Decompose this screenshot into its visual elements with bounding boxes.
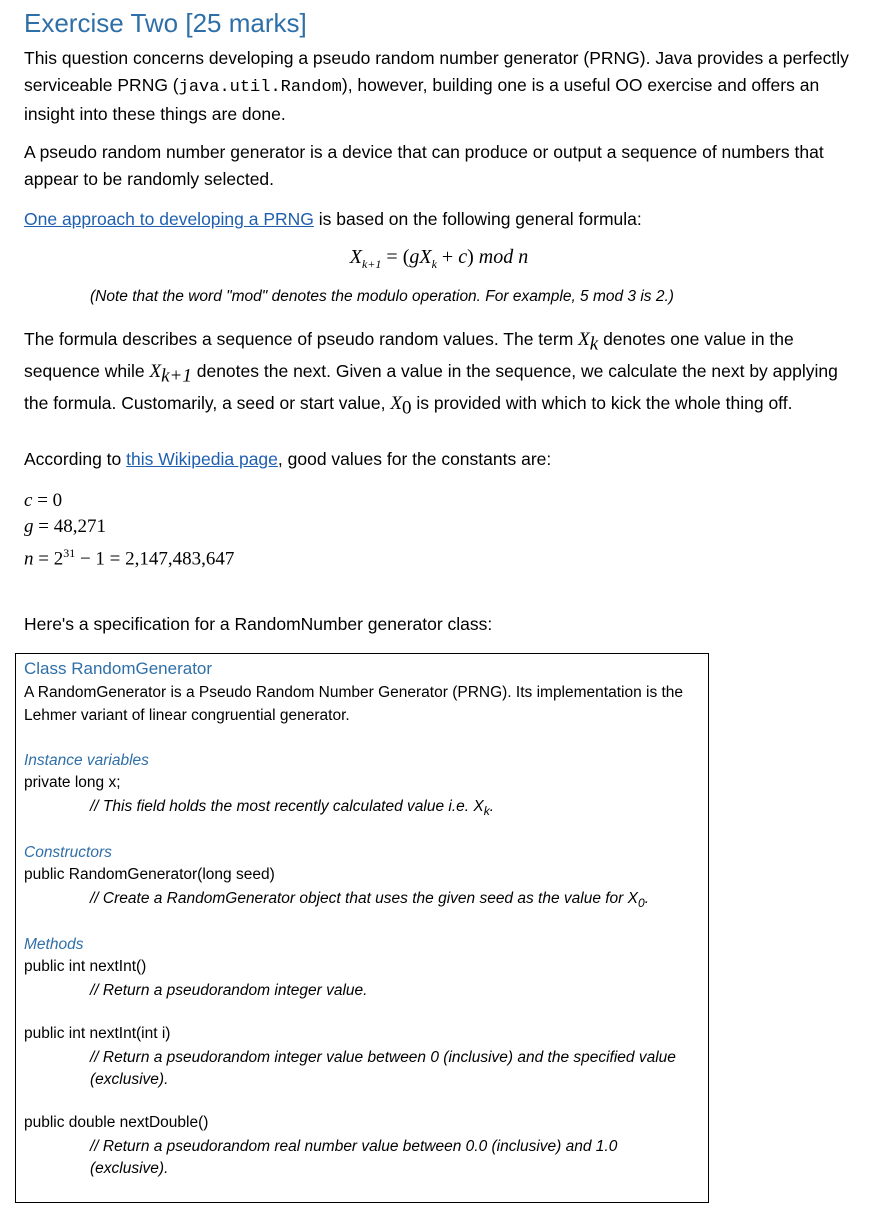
field-comment: // This field holds the most recently calculated value i.e. $X_k$. [90,798,495,819]
lcg-formula: $X_{k+1} = (gX_k + c)$ mod n [349,246,529,271]
constant-n: $n = 2^{31} - 1 = 2,147,483,647$ [24,546,235,570]
intro-text-after: ), however, building one is a useful OO exercise and offers an insight into these things are done. [24,74,820,124]
wikipedia-paragraph: According to this Wikipedia page, good values for the constants are: [24,449,552,469]
intro-paragraph [24,45,854,128]
approach-rest: is based on the following general formula: [313,209,642,229]
constant-g: g = 48,271 [24,516,106,537]
method-nextint-comment: // Return a pseudorandom integer value. [90,982,368,999]
constructors-label: Constructors [24,844,112,861]
formula-explanation-paragraph: The formula describes a sequence of pseudo random values. The term $X_k$ denotes one value in the sequence while $X_{k+1}$ denotes the next. Given a value in the sequence, we calculate the next by applying the formula. Customarily, a seed or start value, $X_0$ is provided with which to kick the whole thing off. [24,329,838,419]
method-nextdouble: public double nextDouble() [24,1114,209,1131]
modulo-note: (Note that the word "mod" denotes the modulo operation. For example, 5 mod 3 is 2.) [90,288,674,305]
intro-text-before: This question concerns developing a pseudo random number generator (PRNG). Java provides a perfectly serviceable PRNG ( [24,48,849,95]
method-nextint-bounded: public int nextInt(int i) [24,1025,171,1042]
field-declaration: private long x; [24,774,121,791]
class-title: Class RandomGenerator [24,659,213,678]
prng-definition-paragraph: A pseudo random number generator is a device that can produce or output a sequence of numbers that appear to be randomly selected. [24,142,824,189]
wikipedia-link[interactable]: this Wikipedia page [126,449,278,469]
method-nextint: public int nextInt() [24,958,147,975]
java-random-code: java.util.Random [178,77,342,97]
methods-label: Methods [24,936,84,953]
constructor-declaration: public RandomGenerator(long seed) [24,866,275,883]
approach-paragraph [24,206,854,233]
approach-link[interactable]: One approach to developing a PRNG [24,209,314,229]
constants-block [24,488,234,572]
method-nextint-bounded-comment: // Return a pseudorandom integer value between 0 (inclusive) and the specified value (exclusive). [90,1049,676,1088]
constructor-comment: // Create a RandomGenerator object that uses the given seed as the value for $X_0$. [90,890,649,911]
instance-variables-label: Instance variables [24,752,149,769]
constant-c: c = 0 [24,490,63,511]
class-description: A RandomGenerator is a Pseudo Random Number Generator (PRNG). Its implementation is the Lehmer variant of linear congruential generator. [24,684,684,724]
specification-intro: Here's a specification for a RandomNumber generator class: [24,614,493,634]
method-nextdouble-comment: // Return a pseudorandom real number value between 0.0 (inclusive) and 1.0 (exclusive). [90,1138,618,1177]
exercise-heading: Exercise Two [25 marks] [24,8,307,38]
